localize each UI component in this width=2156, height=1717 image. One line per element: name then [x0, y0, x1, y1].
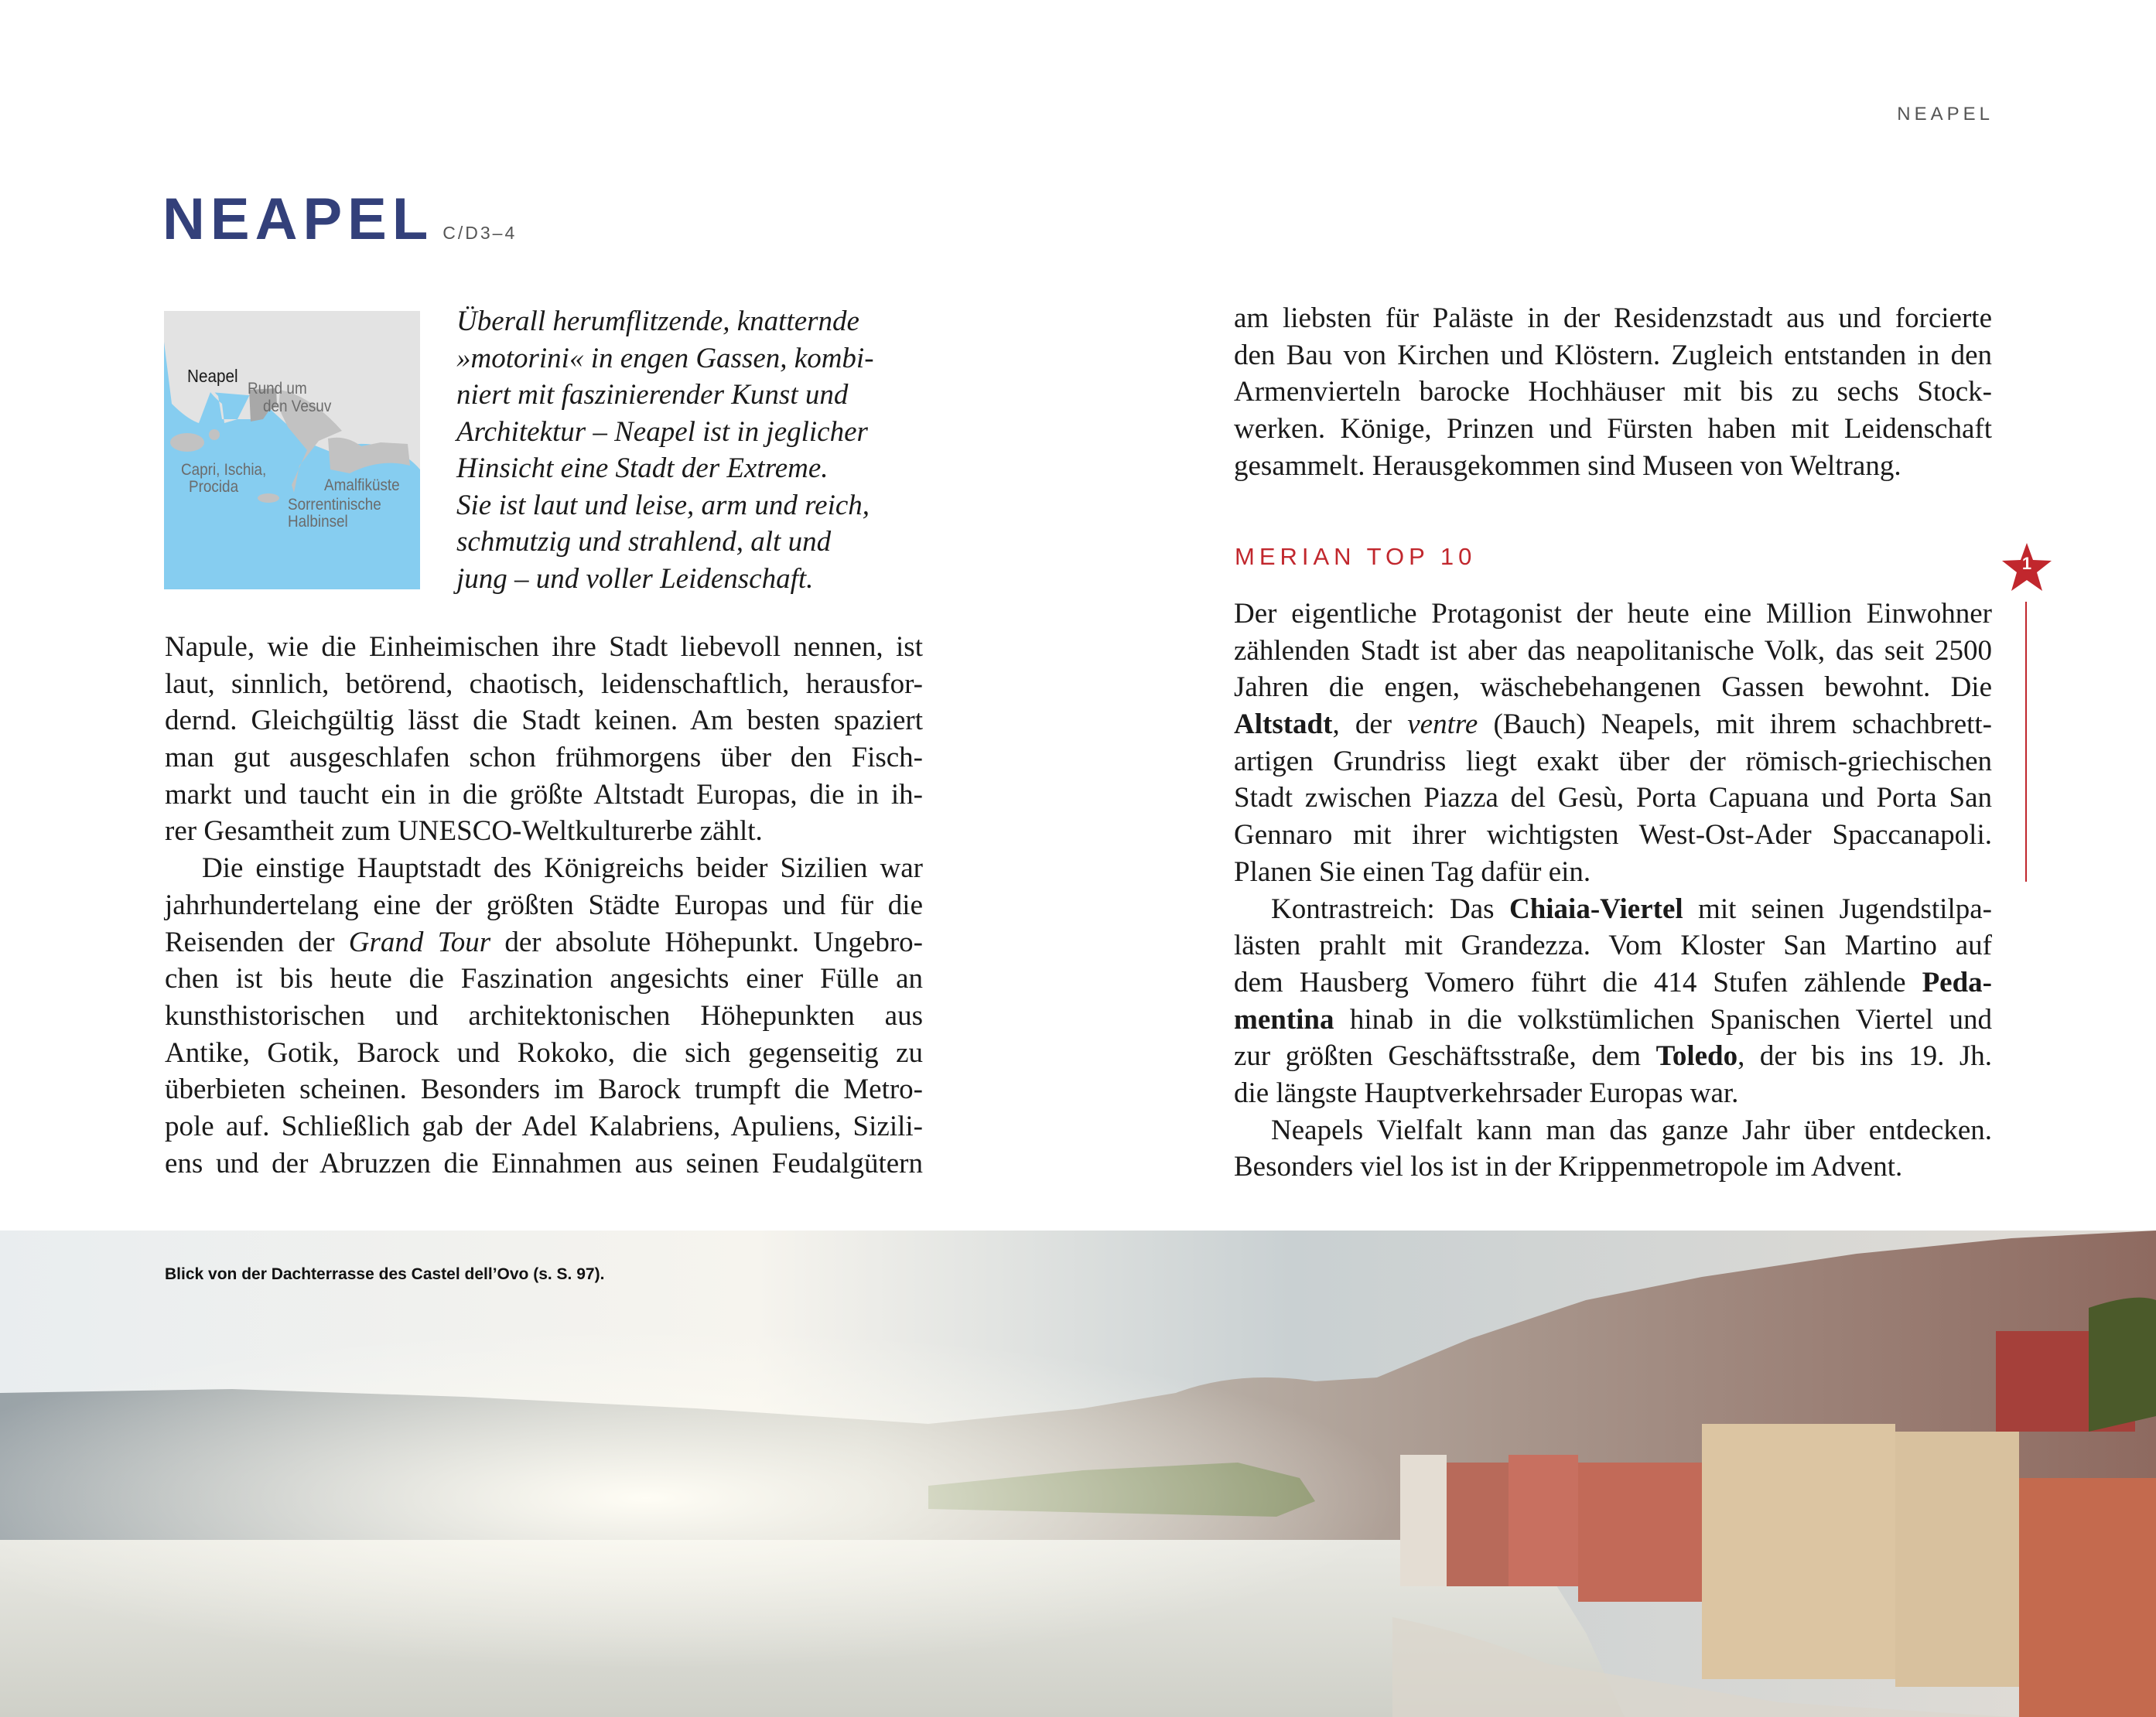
intro-line: schmutzig und strahlend, alt und: [456, 526, 832, 558]
text-line: [1234, 964, 1992, 1002]
intro-line: Sie ist laut und leise, arm und reich,: [456, 489, 870, 521]
text-line: [1234, 1038, 1992, 1075]
photo-caption: Blick von der Dachterrasse des Castel dell’Ovo (s. S. 97).: [165, 1265, 605, 1283]
text-line: laut, sinnlich, betörend, chaotisch, leidenschaftlich, herausfor-: [165, 667, 923, 700]
text-line: man gut ausgeschlafen schon frühmorgens über den Fisch-: [165, 742, 923, 774]
map-label-amalfi: Amalfiküste: [324, 476, 400, 494]
map-label-islands-1: Capri, Ischia,: [181, 461, 267, 479]
intro-line: »motorini« in engen Gassen, kombi-: [456, 342, 874, 374]
page-title-row: [162, 186, 517, 253]
text-line: Stadt zwischen Piazza del Gesù, Porta Capuana und Porta San: [1234, 782, 1992, 814]
intro-line: niert mit faszinierender Kunst und: [456, 379, 849, 411]
text-line: lästen prahlt mit Grandezza. Vom Kloster San Martino auf: [1234, 930, 1992, 962]
map-label-vesuv-2: den Vesuv: [263, 398, 332, 415]
text-line: Neapels Vielfalt kann man das ganze Jahr über entdecken.: [1271, 1114, 1992, 1146]
text-line: werken. Könige, Prinzen und Fürsten haben mit Leidenschaft: [1234, 413, 1992, 445]
text-line: [165, 924, 923, 961]
right-column-body: [1234, 596, 1992, 1186]
text-line: den Bau von Kirchen und Klöstern. Zugleich entstanden in den: [1234, 339, 1992, 371]
text-line: Besonders viel los ist in der Krippenmetropole im Advent.: [1234, 1151, 1903, 1183]
page-title: NEAPEL: [162, 186, 434, 252]
map-shapes: [164, 311, 420, 589]
intro-line: Überall herumflitzende, knatternde: [456, 306, 859, 337]
paragraph-2: [165, 850, 923, 1182]
map-label-vesuv-1: Rund um: [248, 380, 307, 398]
top10-marker-line: [2025, 602, 2027, 882]
intro-teaser: [456, 303, 921, 597]
text-line: Napule, wie die Einheimischen ihre Stadt liebevoll nennen, ist: [165, 631, 923, 663]
paragraph-vielfalt: [1234, 1112, 1992, 1186]
text-run: (Bauch) Neapels, mit ihrem schachbrett-: [1478, 708, 1993, 741]
bold-term-chiaia: Chiaia-Viertel: [1509, 893, 1683, 925]
paragraph-1: [165, 629, 923, 850]
intro-line: jung – und voller Leidenschaft.: [456, 562, 814, 595]
running-head: NEAPEL: [1897, 104, 1994, 125]
map-label-islands-2: Procida: [189, 478, 239, 496]
bold-term-pedamentina: Peda-: [1922, 966, 1992, 998]
text-run: Kontrastreich: Das: [1271, 893, 1509, 925]
italic-term: Grand Tour: [348, 926, 491, 958]
text-run: mit seinen Jugendstilpa-: [1683, 893, 1992, 925]
text-line: Jahren die engen, wäschebehangenen Gassen bewohnt. Die: [1234, 671, 1992, 704]
text-run: hinab in die volkstümlichen Spanischen Viertel und: [1334, 1003, 1992, 1036]
bold-term-toledo: Toledo: [1655, 1040, 1738, 1073]
text-line: zählenden Stadt ist aber das neapolitanische Volk, das seit 2500: [1234, 634, 1992, 667]
text-run: dem Hausberg Vomero führt die 414 Stufen zählende: [1234, 966, 1922, 998]
intro-line: Architektur – Neapel ist in jeglicher: [456, 415, 868, 448]
paragraph-chiaia: [1234, 891, 1992, 1112]
text-line: artigen Grundriss liegt exakt über der römisch-griechischen: [1234, 745, 1992, 777]
text-line: pole auf. Schließlich gab der Adel Kalabriens, Apuliens, Sizili-: [165, 1110, 923, 1142]
text-line: Die einstige Hauptstadt des Königreichs beider Sizilien war: [202, 852, 923, 885]
text-line: überbieten scheinen. Besonders im Barock trumpft die Metro-: [165, 1074, 923, 1106]
map-grid-reference: C/D3–4: [442, 223, 518, 243]
text-line: kunsthistorischen und architektonischen Höhepunkten aus: [165, 999, 923, 1032]
text-line: gesammelt. Herausgekommen sind Museen von Weltrang.: [1234, 449, 1901, 482]
intro-line: Hinsicht eine Stadt der Extreme.: [456, 452, 829, 484]
text-line: chen ist bis heute die Faszination angesichts einer Fülle an: [165, 963, 923, 995]
text-line: jahrhundertelang eine der größten Städte Europas und für die: [165, 889, 923, 921]
text-line: Gennaro mit ihrer wichtigsten West-Ost-Ader Spaccanapoli.: [1234, 819, 1992, 852]
text-line: am liebsten für Paläste in der Residenzstadt aus und forcierte: [1234, 302, 1992, 334]
map-label-neapel: Neapel: [187, 366, 238, 386]
paragraph-top10: [1234, 596, 1992, 891]
text-line: die längste Hauptverkehrsader Europas war.: [1234, 1077, 1739, 1109]
locator-map: [164, 311, 420, 589]
text-line: rer Gesamtheit zum UNESCO-Weltkulturerbe zählt.: [165, 815, 763, 848]
text-line: Der eigentliche Protagonist der heute eine Million Einwohner: [1234, 598, 1992, 630]
map-label-sorrent-2: Halbinsel: [288, 513, 348, 531]
text-run: , der bis ins 19. Jh.: [1737, 1040, 1993, 1073]
text-run: zur größten Geschäftsstraße, dem: [1234, 1040, 1656, 1073]
bold-term-pedamentina: mentina: [1234, 1003, 1334, 1036]
text-line: dernd. Gleichgültig lässt die Stadt keinen. Am besten spaziert: [165, 705, 923, 737]
text-line: markt und taucht ein in die größte Altstadt Europas, die in ih-: [165, 778, 923, 811]
map-label-sorrent-1: Sorrentinische: [288, 496, 381, 514]
left-column-body: [165, 629, 923, 1182]
text-run: Reisenden der: [165, 926, 349, 958]
text-line: Armenvierteln barocke Hochhäuser mit bis zu sechs Stock-: [1234, 376, 1992, 408]
text-line: [1234, 1002, 1992, 1039]
text-line: ens und der Abruzzen die Einnahmen aus seinen Feudalgütern: [165, 1147, 923, 1179]
bold-term-altstadt: Altstadt: [1234, 708, 1333, 741]
right-column-continuation: [1234, 300, 1992, 484]
text-line: Planen Sie einen Tag dafür ein.: [1234, 855, 1591, 888]
photo-illustration: [0, 1231, 2156, 1717]
text-run: , der: [1332, 708, 1408, 741]
text-run: der absolute Höhepunkt. Ungebro-: [490, 926, 923, 958]
top10-number: 1: [2021, 554, 2032, 573]
text-line: Antike, Gotik, Barock und Rokoko, die sich gegenseitig zu: [165, 1036, 923, 1069]
merian-top10-label: MERIAN TOP 10: [1235, 543, 1477, 570]
naples-waterfront-photo: [0, 1231, 2156, 1717]
italic-term: ventre: [1407, 708, 1478, 741]
text-line: [1234, 891, 1992, 928]
text-line: [1234, 706, 1992, 743]
